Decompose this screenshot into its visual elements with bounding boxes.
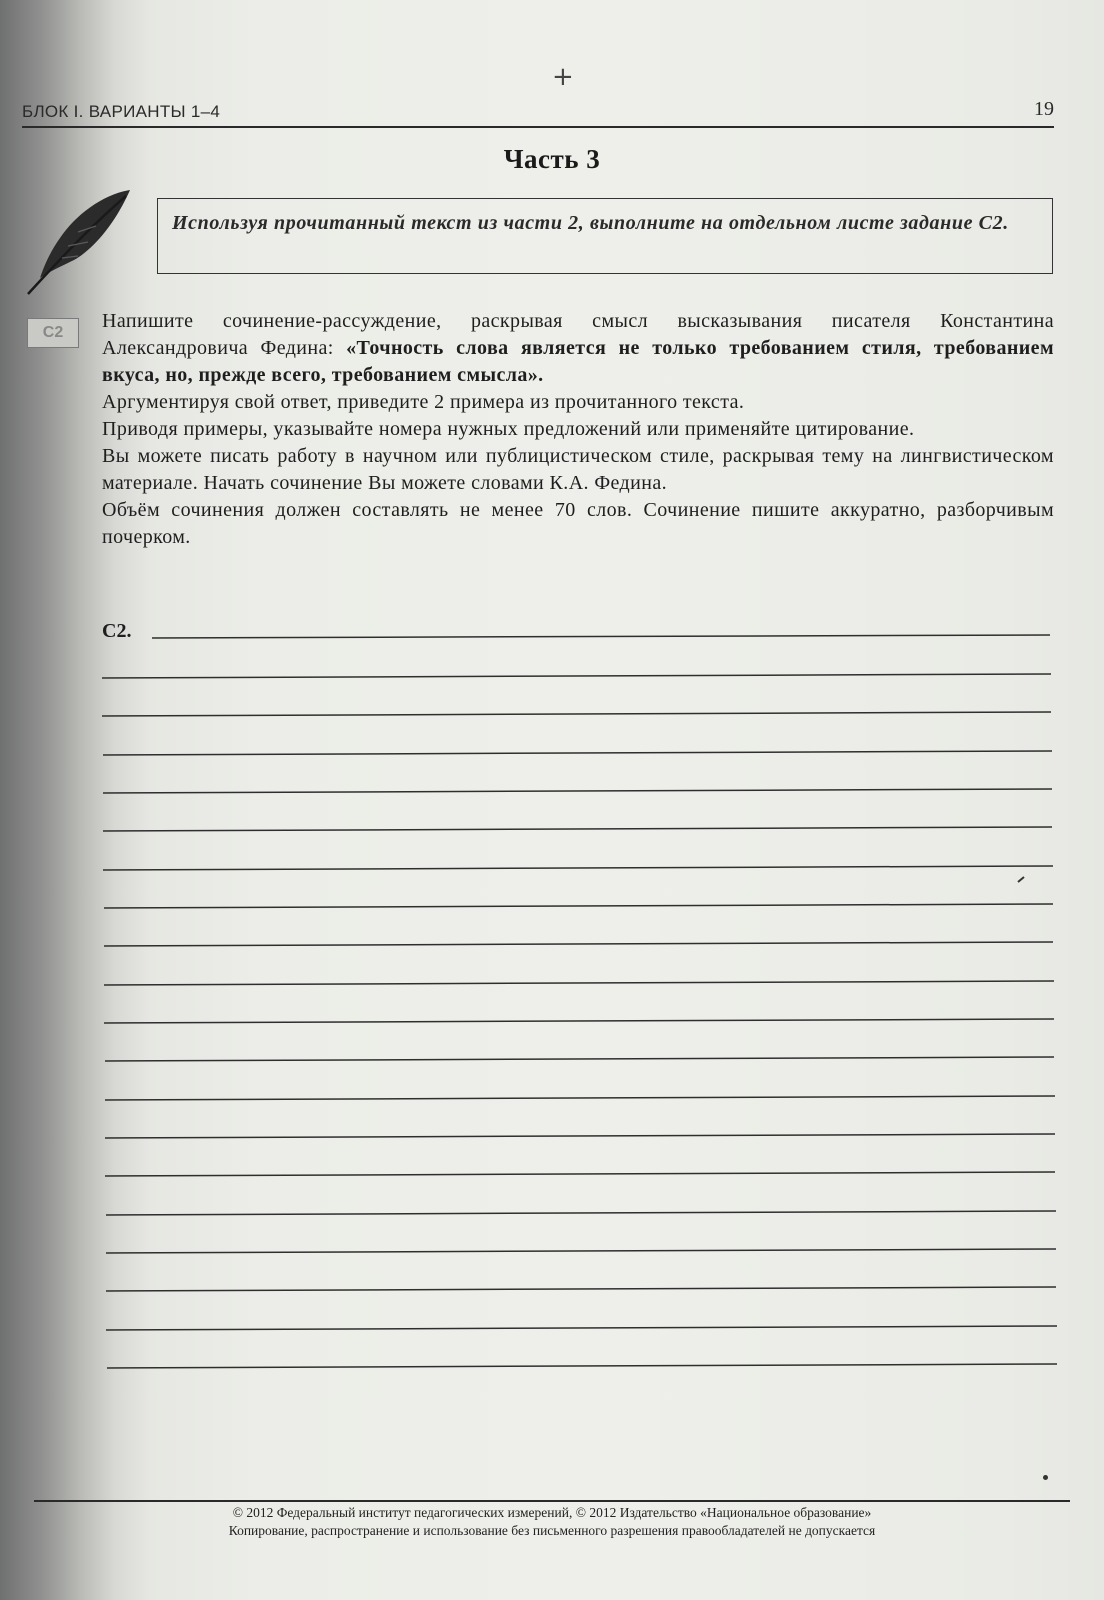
- answer-label: С2.: [102, 620, 132, 642]
- task-examples: Приводя примеры, указывайте номера нужных предложений или применяйте цитирование.: [102, 418, 915, 440]
- answer-line: [106, 1326, 1057, 1330]
- task-label: С2: [27, 318, 79, 348]
- answer-line: [107, 1364, 1057, 1368]
- footer-copyright: © 2012 Федеральный институт педагогических измерений, © 2012 Издательство «Национальное образование»: [232, 1505, 872, 1520]
- margin-mark: +: [552, 62, 574, 92]
- answer-line: [103, 866, 1053, 870]
- answer-line: [106, 1211, 1056, 1215]
- answer-line: [106, 1287, 1056, 1291]
- task-style: Вы можете писать работу в научном или публицистическом стиле, раскрывая тему на лингвистическом материале. Начать сочинение Вы можете словами К.А. Федина.: [102, 445, 1054, 494]
- page-footer: [0, 1504, 1104, 1540]
- section-title: БЛОК I. ВАРИАНТЫ 1–4: [22, 102, 221, 121]
- answer-line: [105, 1172, 1055, 1176]
- task-intro: Напишите сочинение-рассуждение, раскрывая смысл высказывания писателя Константина Александровича Федина:: [102, 310, 1054, 359]
- answer-line: [103, 827, 1052, 831]
- page-number: 19: [1034, 98, 1054, 120]
- task-argue: Аргументируя свой ответ, приведите 2 примера из прочитанного текста.: [102, 391, 745, 413]
- answer-line: [104, 1019, 1054, 1023]
- answer-line: [105, 1096, 1055, 1100]
- answer-line: [152, 635, 1050, 638]
- task-volume: Объём сочинения должен составлять не менее 70 слов. Сочинение пишите аккуратно, разборчивым почерком.: [102, 499, 1054, 548]
- answer-line: [106, 1249, 1056, 1253]
- answer-line: [105, 1057, 1054, 1061]
- part-title: Часть 3: [503, 144, 601, 174]
- answer-line: [105, 1134, 1055, 1138]
- pen-mark: [1018, 877, 1024, 882]
- instruction-text: Используя прочитанный текст из части 2, выполните на отдельном листе задание С2.: [172, 212, 1009, 234]
- answer-line: [104, 981, 1054, 985]
- answer-line: [103, 751, 1052, 755]
- answer-line: [102, 712, 1051, 716]
- speck: [1043, 1475, 1048, 1480]
- answer-line: [103, 789, 1052, 793]
- task-quote: «Точность слова является не только требованием стиля, требованием вкуса, но, прежде всего, требованием смысла».: [102, 337, 1054, 386]
- answer-line: [104, 942, 1053, 946]
- answer-line: [104, 904, 1053, 908]
- footer-rule: [34, 1500, 1070, 1502]
- footer-notice: Копирование, распространение и использование без письменного разрешения правообладателей не допускается: [228, 1523, 876, 1538]
- answer-line: [102, 674, 1051, 678]
